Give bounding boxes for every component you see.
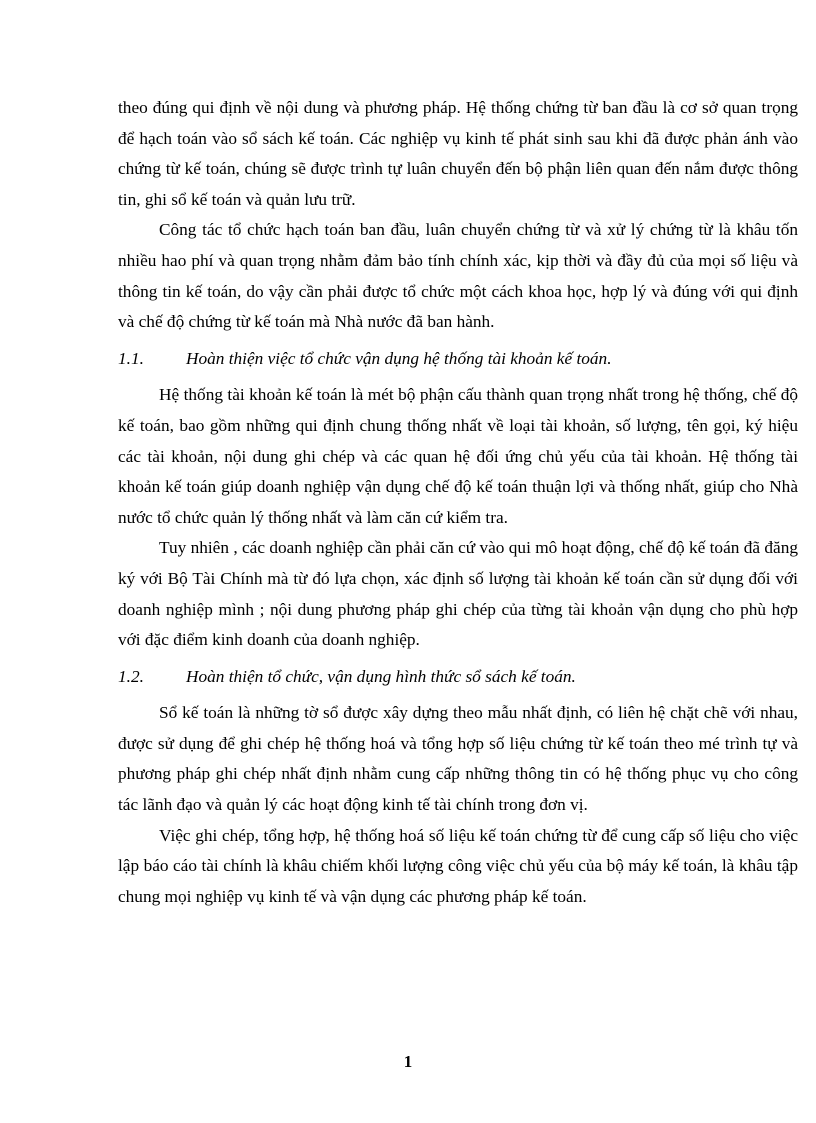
paragraph: Tuy nhiên , các doanh nghiệp cần phải căn cứ vào qui mô hoạt động, chế độ kế toán đã đăng ký với Bộ Tài Chính mà từ đó lựa chọn, xác định số lượng tài khoản kế toán cần sử dụng đối với doanh nghiệp mình ; nội dung phương pháp ghi chép của từng tài khoản vận dụng cho phù hợp với đặc điểm kinh doanh của doanh nghiệp. (118, 538, 798, 650)
document-page (118, 93, 798, 912)
paragraph: Hệ thống tài khoản kế toán là mét bộ phận cấu thành quan trọng nhất trong hệ thống, chế độ kế toán, bao gồm những qui định chung thống nhất về loại tài khoản, số lượng, tên gọi, ký hiệu các tài khoản, nội dung ghi chép và các quan hệ đối ứng chủ yếu của tài khoản. Hệ thống tài khoản kế toán giúp doanh nghiệp vận dụng chế độ kế toán thuận lợi và thống nhất, giúp cho Nhà nước tổ chức quản lý thống nhất và làm căn cứ kiểm tra. (118, 385, 798, 527)
paragraph: Sổ kế toán là những tờ sổ được xây dựng theo mẫu nhất định, có liên hệ chặt chẽ với nhau, được sử dụng để ghi chép hệ thống hoá và tổng hợp số liệu chứng từ kế toán theo mé trình tự và phương pháp ghi chép nhất định nhằm cung cấp những thông tin có hệ thống phục vụ cho công tác lãnh đạo và quản lý các hoạt động kinh tế tài chính trong đơn vị. (118, 703, 798, 815)
section-title: Hoàn thiện việc tổ chức vận dụng hệ thống tài khoản kế toán. (186, 348, 612, 368)
paragraph: Việc ghi chép, tổng hợp, hệ thống hoá số liệu kế toán chứng từ để cung cấp số liệu cho việc lập báo cáo tài chính là khâu chiếm khối lượng công việc chủ yếu của bộ máy kế toán, là khâu tập chung mọi nghiệp vụ kinh tế và vận dụng các phương pháp kế toán. (118, 825, 798, 906)
section-number: 1.1. (118, 348, 144, 368)
paragraph: Công tác tổ chức hạch toán ban đầu, luân chuyển chứng từ và xử lý chứng từ là khâu tốn nhiều hao phí và quan trọng nhằm đảm bảo tính chính xác, kịp thời và đầy đủ của mọi số liệu và thông tin kế toán, do vậy cần phải được tổ chức một cách khoa học, hợp lý và đúng với qui định và chế độ chứng từ kế toán mà Nhà nước đã ban hành. (118, 220, 798, 332)
section-title: Hoàn thiện tổ chức, vận dụng hình thức sổ sách kế toán. (186, 666, 576, 686)
page-number: 1 (403, 1052, 413, 1071)
paragraph: theo đúng qui định về nội dung và phương pháp. Hệ thống chứng từ ban đầu là cơ sở quan trọng để hạch toán vào sổ sách kế toán. Các nghiệp vụ kinh tế phát sinh sau khi đã được phản ánh vào chứng từ kế toán, chúng sẽ được trình tự luân chuyển đến bộ phận liên quan đến nắm được thông tin, ghi sổ kế toán và quản lưu trữ. (118, 98, 798, 209)
section-number: 1.2. (118, 666, 144, 686)
section-heading (118, 344, 798, 375)
section-heading (118, 662, 798, 693)
